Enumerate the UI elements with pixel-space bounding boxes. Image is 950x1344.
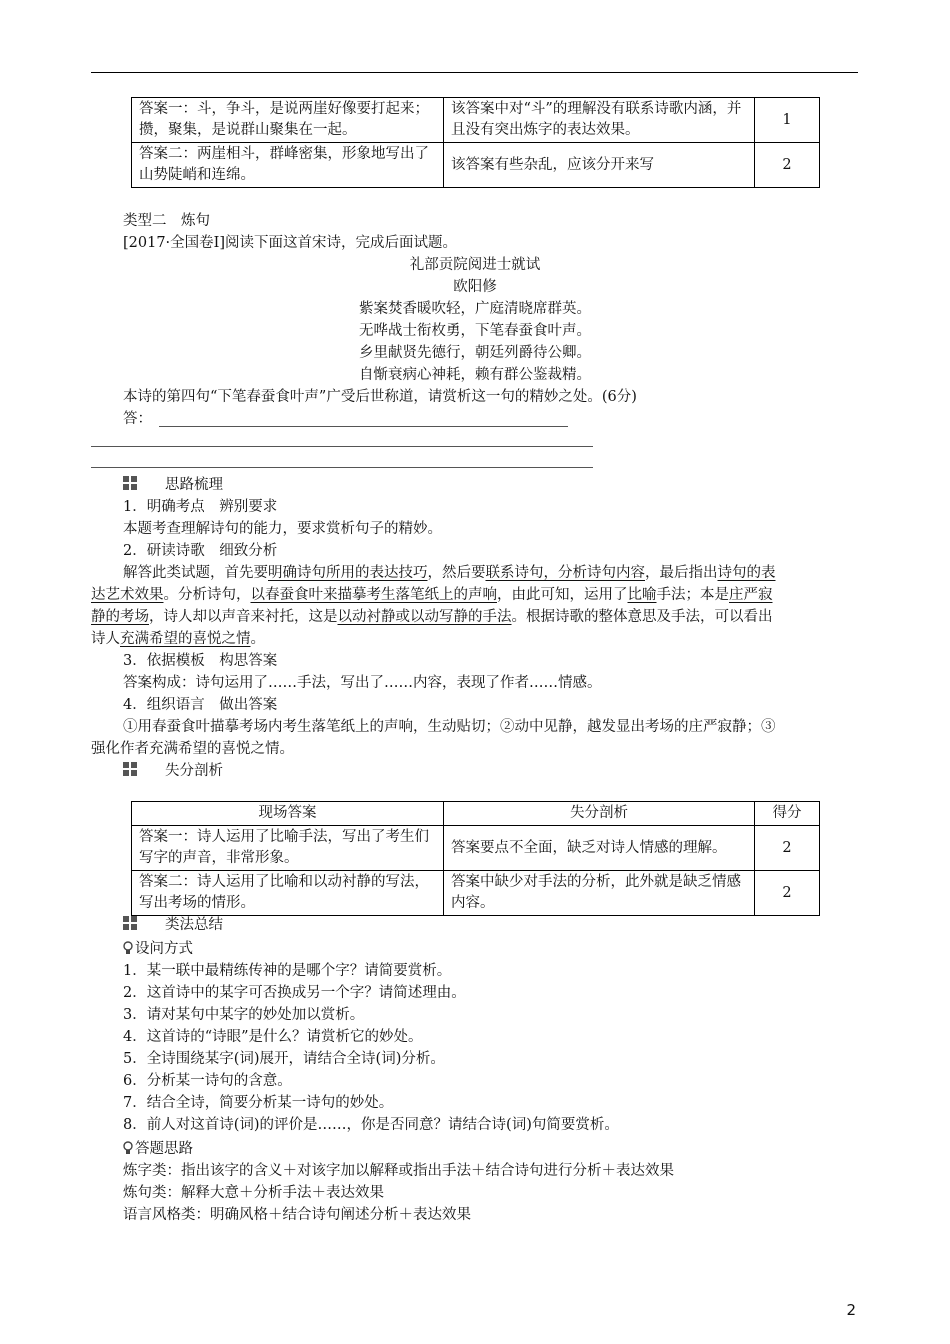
list-item: 4．这首诗的“诗眼”是什么？请赏析它的妙处。 [123, 1029, 423, 1045]
loss-heading-label: 失分剖析 [165, 763, 223, 779]
answer-label: 答： [123, 411, 152, 427]
grid-square-icon [123, 916, 137, 930]
step3-text: 答案构成：诗句运用了……手法，写出了……内容，表现了作者……情感。 [123, 675, 602, 691]
table-cell-analysis: 该答案有些杂乱，应该分开来写 [444, 143, 755, 188]
table-cell-analysis: 答案要点不全面，缺乏对诗人情感的理解。 [444, 826, 755, 871]
header-rule [91, 72, 858, 73]
list-item: 1．某一联中最精练传神的是哪个字？请简要赏析。 [123, 963, 452, 979]
underlined-text: 比喻 [627, 587, 657, 603]
table-cell-answer: 答案二：两崖相斗，群峰密集，形象地写出了山势陡峭和连绵。 [132, 143, 444, 188]
list-item: 7．结合全诗，简要分析某一诗句的妙处。 [123, 1095, 394, 1111]
underlined-text: 以春蚕食叶来描摹考生落笔纸上的声响 [250, 587, 497, 603]
list-item: 2．这首诗中的某字可否换成另一个字？请简述理由。 [123, 985, 466, 1001]
underlined-text: 联系诗句，分析诗句内容 [485, 565, 645, 581]
page-number: 2 [846, 1301, 856, 1319]
text-run: 手法；本是 [656, 587, 729, 603]
approach-heading [123, 1138, 193, 1160]
question-text: 本诗的第四句“下笔春蚕食叶声”广受后世称道，请赏析这一句的精妙之处。(6分) [123, 389, 637, 405]
table-row [132, 143, 820, 188]
list-item: 8．前人对这首诗(词)的评价是……，你是否同意？请结合诗(词)句简要赏析。 [123, 1117, 619, 1133]
loss-heading [123, 760, 223, 782]
step4-title: 4．组织语言 做出答案 [123, 697, 278, 713]
answer-table-top [131, 97, 820, 188]
poem-author: 欧阳修 [453, 279, 497, 295]
step2-line2 [91, 584, 773, 606]
step2-line1 [123, 562, 776, 584]
approach-item: 炼字类：指出该字的含义＋对该字加以解释或指出手法＋结合诗句进行分析＋表达效果 [123, 1163, 674, 1179]
underlined-text: 充满希望的喜悦之情 [120, 631, 251, 647]
ask-heading [123, 938, 193, 960]
underlined-text: 以动衬静或以动写静的手法 [337, 609, 512, 625]
question-intro: [2017·全国卷Ⅰ]阅读下面这首宋诗，完成后面试题。 [123, 235, 458, 251]
section-title: 类型二 炼句 [123, 213, 210, 229]
step3-title: 3．依据模板 构思答案 [123, 653, 278, 669]
poem-line: 无哗战士衔枚勇，下笔春蚕食叶声。 [359, 323, 591, 339]
list-item: 6．分析某一诗句的含意。 [123, 1073, 292, 1089]
text-run: ，诗人却以声音来衬托，这是 [149, 609, 338, 625]
text-run: 。根据诗歌的整体意思及手法，可以看出 [511, 609, 773, 625]
poem-title: 礼部贡院阅进士就试 [409, 257, 541, 273]
table-row [132, 98, 820, 143]
thinking-heading-label: 思路梳理 [165, 477, 223, 493]
summary-heading [123, 914, 223, 936]
underlined-text: 达艺术效果 [91, 587, 164, 603]
approach-item: 语言风格类：明确风格＋结合诗句阐述分析＋表达效果 [123, 1207, 471, 1223]
poem-line: 紫案焚香暖吹轻，广庭清晓席群英。 [359, 301, 591, 317]
table-row [132, 826, 820, 871]
table-row [132, 871, 820, 916]
step4-line2: 强化作者充满希望的喜悦之情。 [91, 741, 294, 757]
grid-square-icon [123, 476, 137, 490]
grid-square-icon [123, 762, 137, 776]
approach-item: 炼句类：解释大意＋分析手法＋表达效果 [123, 1185, 384, 1201]
text-run: 。分析诗句， [163, 587, 251, 603]
answer-line[interactable] [91, 446, 593, 447]
table-cell-score: 2 [755, 871, 820, 916]
thinking-heading [123, 474, 223, 496]
text-run: 。 [250, 631, 265, 647]
poem-line: 乡里献贤先德行，朝廷列爵待公卿。 [359, 345, 591, 361]
underlined-text: 诗句的表 [717, 565, 776, 581]
step1-title: 1．明确考点 辨别要求 [123, 499, 278, 515]
underlined-text: 静的考场 [91, 609, 149, 625]
lightbulb-icon [123, 1141, 133, 1155]
step2-title: 2．研读诗歌 细致分析 [123, 543, 278, 559]
table-header-row [132, 802, 820, 826]
underlined-text: 庄严寂 [729, 587, 773, 603]
column-header: 现场答案 [132, 802, 444, 826]
ask-heading-label: 设问方式 [135, 941, 193, 957]
poem-line: 自惭衰病心神耗，赖有群公鉴裁精。 [359, 367, 591, 383]
text-run: 诗人 [91, 631, 120, 647]
text-run: ，然后要 [427, 565, 486, 581]
column-header: 失分剖析 [444, 802, 755, 826]
table-cell-analysis: 该答案中对“斗”的理解没有联系诗歌内涵，并且没有突出炼字的表达效果。 [444, 98, 755, 143]
list-item: 5．全诗围绕某字(词)展开，请结合全诗(词)分析。 [123, 1051, 445, 1067]
step2-line3 [91, 606, 773, 628]
text-run: ，由此可知，运用了 [497, 587, 628, 603]
table-cell-answer: 答案一：斗，争斗，是说两崖好像要打起来；攒，聚集，是说群山聚集在一起。 [132, 98, 444, 143]
column-header: 得分 [755, 802, 820, 826]
table-cell-score: 2 [755, 143, 820, 188]
lightbulb-icon [123, 941, 133, 955]
table-cell-analysis: 答案中缺少对手法的分析，此外就是缺乏情感内容。 [444, 871, 755, 916]
answer-line[interactable] [159, 426, 568, 427]
summary-heading-label: 类法总结 [165, 917, 223, 933]
answer-line[interactable] [91, 467, 593, 468]
table-cell-answer: 答案一：诗人运用了比喻手法，写出了考生们写字的声音，非常形象。 [132, 826, 444, 871]
table-cell-score: 1 [755, 98, 820, 143]
table-cell-score: 2 [755, 826, 820, 871]
text-run: 解答此类试题，首先要 [123, 565, 268, 581]
approach-heading-label: 答题思路 [135, 1141, 193, 1157]
step1-text: 本题考查理解诗句的能力，要求赏析句子的精妙。 [123, 521, 442, 537]
step2-line4 [91, 628, 265, 650]
loss-table [131, 801, 820, 916]
text-run: ，最后指出 [645, 565, 718, 581]
underlined-text: 明确诗句所用的表达技巧 [268, 565, 428, 581]
table-cell-answer: 答案二：诗人运用了比喻和以动衬静的写法，写出考场的情形。 [132, 871, 444, 916]
list-item: 3．请对某句中某字的妙处加以赏析。 [123, 1007, 365, 1023]
step4-line1: ①用春蚕食叶描摹考场内考生落笔纸上的声响，生动贴切；②动中见静，越发显出考场的庄严寂静；③ [123, 719, 776, 735]
